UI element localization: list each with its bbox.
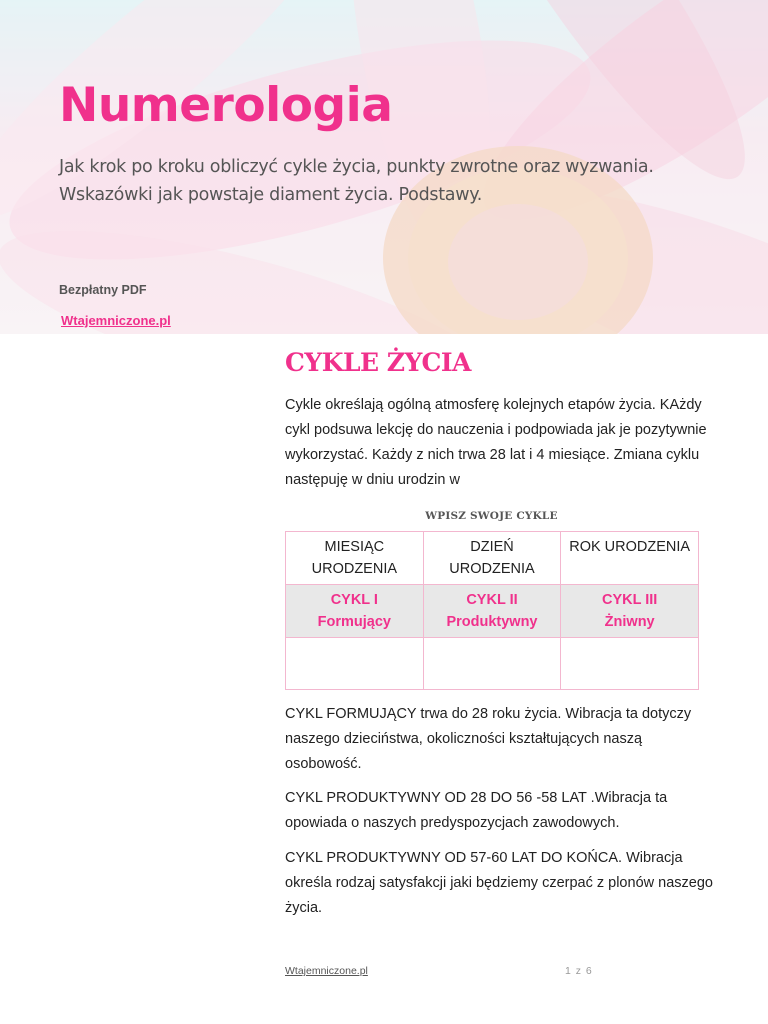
cycle-name: CYKL III xyxy=(601,592,658,608)
cycle-name: CYKL II xyxy=(466,592,518,608)
cycle-cell-3 xyxy=(561,585,699,638)
page-number: 1 z 6 xyxy=(565,965,593,977)
free-pdf-label: Bezpłatny PDF xyxy=(59,283,147,297)
paragraph-productive-cycle: CYKL PRODUKTYWNY OD 28 DO 56 -58 LAT .Wibracja ta opowiada o naszych predyspozycjach zawodowych. xyxy=(285,790,668,831)
cycle-cell-2 xyxy=(423,585,561,638)
cycle-name: CYKL I xyxy=(330,592,378,608)
footer-site-link[interactable]: Wtajemniczone.pl xyxy=(285,965,368,977)
document-title: Numerologia xyxy=(59,78,393,133)
paragraph-harvest-cycle: CYKL PRODUKTYWNY OD 57-60 LAT DO KOŃCA. Wibracja określa rodzaj satysfakcji jaki będziemy czerpać z plonów naszego życia. xyxy=(285,850,713,916)
cycle-label: Żniwny xyxy=(604,614,655,630)
header-cell-day: DZIEŃ URODZENIA xyxy=(423,532,561,585)
cycle-label: Produktywny xyxy=(446,614,538,630)
hero-banner xyxy=(0,0,768,334)
header-cell-year: ROK URODZENIA xyxy=(561,532,699,585)
entry-cell-1[interactable] xyxy=(286,638,424,690)
site-link[interactable]: Wtajemniczone.pl xyxy=(61,313,171,328)
cycle-names-row xyxy=(286,585,699,638)
cycle-cell-1 xyxy=(286,585,424,638)
document-subtitle: Jak krok po kroku obliczyć cykle życia, punkty zwrotne oraz wyzwania. Wskazówki jak powstaje diament życia. Podstawy. xyxy=(59,157,654,205)
header-cell-month: MIESIĄC URODZENIA xyxy=(286,532,424,585)
paragraph-formative-cycle: CYKL FORMUJĄCY trwa do 28 roku życia. Wibracja ta dotyczy naszego dzieciństwa, okoliczności kształtujących naszą osobowość. xyxy=(285,706,692,772)
intro-paragraph: Cykle określają ogólną atmosferę kolejnych etapów życia. KAżdy cykl podsuwa lekcję do nauczenia i podpowiada jak je pozytywnie wykorzystać. Każdy z nich trwa 28 lat i 4 miesiące. Zmiana cyklu następuję w dniu urodzin w xyxy=(285,397,707,488)
empty-entry-row xyxy=(286,638,699,690)
table-header-row xyxy=(286,532,699,585)
cycles-table xyxy=(285,531,699,690)
cycle-label: Formujący xyxy=(317,614,391,630)
entry-cell-2[interactable] xyxy=(423,638,561,690)
section-title: CYKLE ŻYCIA xyxy=(285,348,471,377)
entry-cell-3[interactable] xyxy=(561,638,699,690)
table-caption: WPISZ SWOJE CYKLE xyxy=(425,510,558,522)
